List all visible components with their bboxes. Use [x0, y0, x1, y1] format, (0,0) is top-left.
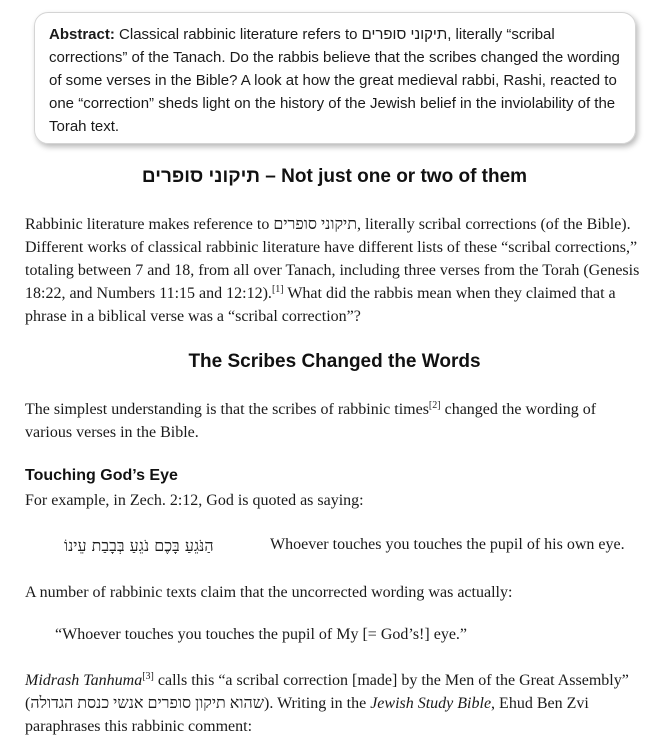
midrash-hebrew: שהוא תיקון סופרים אנשי כנסת הגדולה — [30, 695, 265, 712]
heading-rest: – Not just one or two of them — [260, 166, 528, 187]
verse-hebrew: הַנֹּגֵעַ בָּכֶם נֹגֵעַ בְּבָבַת עֵינוֹ — [64, 536, 214, 555]
paragraph-text: ). Writing in the — [264, 695, 371, 712]
verse-english: Whoever touches you touches the pupil of his own eye. — [270, 536, 625, 553]
footnote-link-1[interactable]: [1] — [271, 284, 284, 295]
book-title: Jewish Study Bible — [370, 695, 492, 712]
paragraph-text: changed the wording of various verses in the Bible. — [25, 401, 597, 441]
paragraph-text: Rabbinic literature makes reference to — [25, 216, 274, 233]
paragraph-text: What did the rabbis mean when they claimed that a phrase in a biblical verse was a “scribal correction”? — [25, 285, 616, 325]
abstract-hebrew-term: תיקוני סופרים — [361, 26, 448, 43]
paragraph-rabbinic-literature — [25, 213, 645, 328]
footnote-link-3[interactable]: [3] — [142, 671, 154, 682]
paragraph-text: The simplest understanding is that the scribes of rabbinic times — [25, 401, 429, 418]
hebrew-term: תיקוני סופרים — [273, 216, 357, 233]
abstract-text-2: , literally “scribal corrections” of the Tanach. Do the rabbis believe that the scribes changed the wording of some verses in the Bible? A look at how the great medieval rabbi, Rashi, reacted to one “correction” sheds light on the history of the Jewish belief in the inviolability of the Torah text. — [49, 26, 620, 135]
section-heading-scribes-changed: The Scribes Changed the Words — [188, 351, 481, 372]
paragraph-midrash-tanhuma — [25, 669, 645, 738]
abstract-label: Abstract: — [49, 26, 115, 43]
midrash-title: Midrash Tanhuma — [25, 672, 143, 689]
paragraph-text: , Ehud Ben Zvi paraphrases this rabbinic comment: — [25, 695, 589, 735]
paragraph-simplest-understanding — [25, 398, 645, 444]
footnote-link-2[interactable]: [2] — [428, 400, 441, 411]
abstract-text-1: Classical rabbinic literature refers to — [114, 26, 362, 43]
abstract-box — [34, 12, 636, 144]
paragraph-text: , literally scribal corrections (of the Bible). Different works of classical rabbinic literature have different lists of these “scribal corrections,” totaling between 7 and 18, from all over Tanach, including three verses from the Torah (Genesis 18:22, and Numbers 11:15 and 12:12). — [25, 216, 640, 302]
section-heading-tikkunei-soferim — [0, 166, 669, 188]
heading-hebrew: תיקוני סופרים — [141, 166, 261, 187]
paragraph-example-intro: For example, in Zech. 2:12, God is quoted as saying: — [25, 492, 364, 509]
paragraph-text: calls this “a scribal correction [made] by the Men of the Great Assembly” ( — [25, 672, 629, 712]
paragraph-rabbinic-claim: A number of rabbinic texts claim that the uncorrected wording was actually: — [25, 584, 513, 601]
uncorrected-quote: “Whoever touches you touches the pupil of My [= God’s!] eye.” — [55, 626, 468, 643]
subheading-touching-gods-eye: Touching God’s Eye — [25, 467, 178, 484]
